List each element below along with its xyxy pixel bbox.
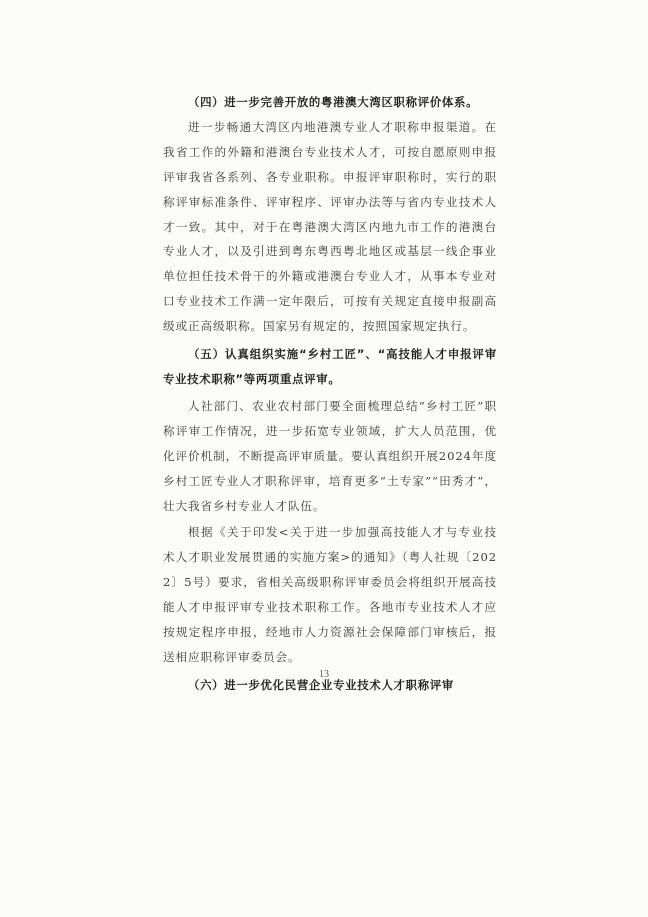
section-paragraph-5b: 根据《关于印发<关于进一步加强高技能人才与专业技术人才职业发展贯通的实施方案>的通知》（粤人社规〔2022〕5号）要求，省相关高级职称评审委员会将组织开展高技能人才申报评审专业技术职称工作。各地市专业技术人才应按规定程序申报，经地市人力资源社会保障部门审核后，报送相应职称评审委员会。 <box>163 525 497 664</box>
page-number: 13 <box>319 669 329 680</box>
section-heading-5: （五）认真组织实施“乡村工匠”、“高技能人才申报评审专业技术职称”等两项重点评审。 <box>163 347 497 386</box>
section-heading-4: （四）进一步完善开放的粤港澳大湾区职称评价体系。 <box>188 95 479 109</box>
section-paragraph-4: 进一步畅通大湾区内地港澳专业人才职称申报渠道。在我省工作的外籍和港澳台专业技术人才，可按自愿原则申报评审我省各系列、各专业职称。申报评审职称时，实行的职称评审标准条件、评审程序、评审办法等与省内专业技术人才一致。其中，对于在粤港澳大湾区内地九市工作的港澳台专业人才，以及引进到粤东粤西粤北地区或基层一线企事业单位担任技术骨干的外籍或港澳台专业人才，从事本专业对口专业技术工作满一定年限后，可按有关规定直接申报副高级或正高级职称。国家另有规定的，按照国家规定执行。 <box>163 119 497 334</box>
document-body <box>163 90 497 698</box>
section-paragraph-5a: 人社部门、农业农村部门要全面梳理总结“乡村工匠”职称评审工作情况，进一步拓宽专业领域，扩大人员范围，优化评价机制，不断提高评审质量。要认真组织开展2024年度乡村工匠专业人才职称评审，培育更多“土专家”“田秀才”，壮大我省乡村专业人才队伍。 <box>163 398 497 513</box>
section-heading-6: （六）进一步优化民营企业专业技术人才职称评审 <box>188 677 454 692</box>
